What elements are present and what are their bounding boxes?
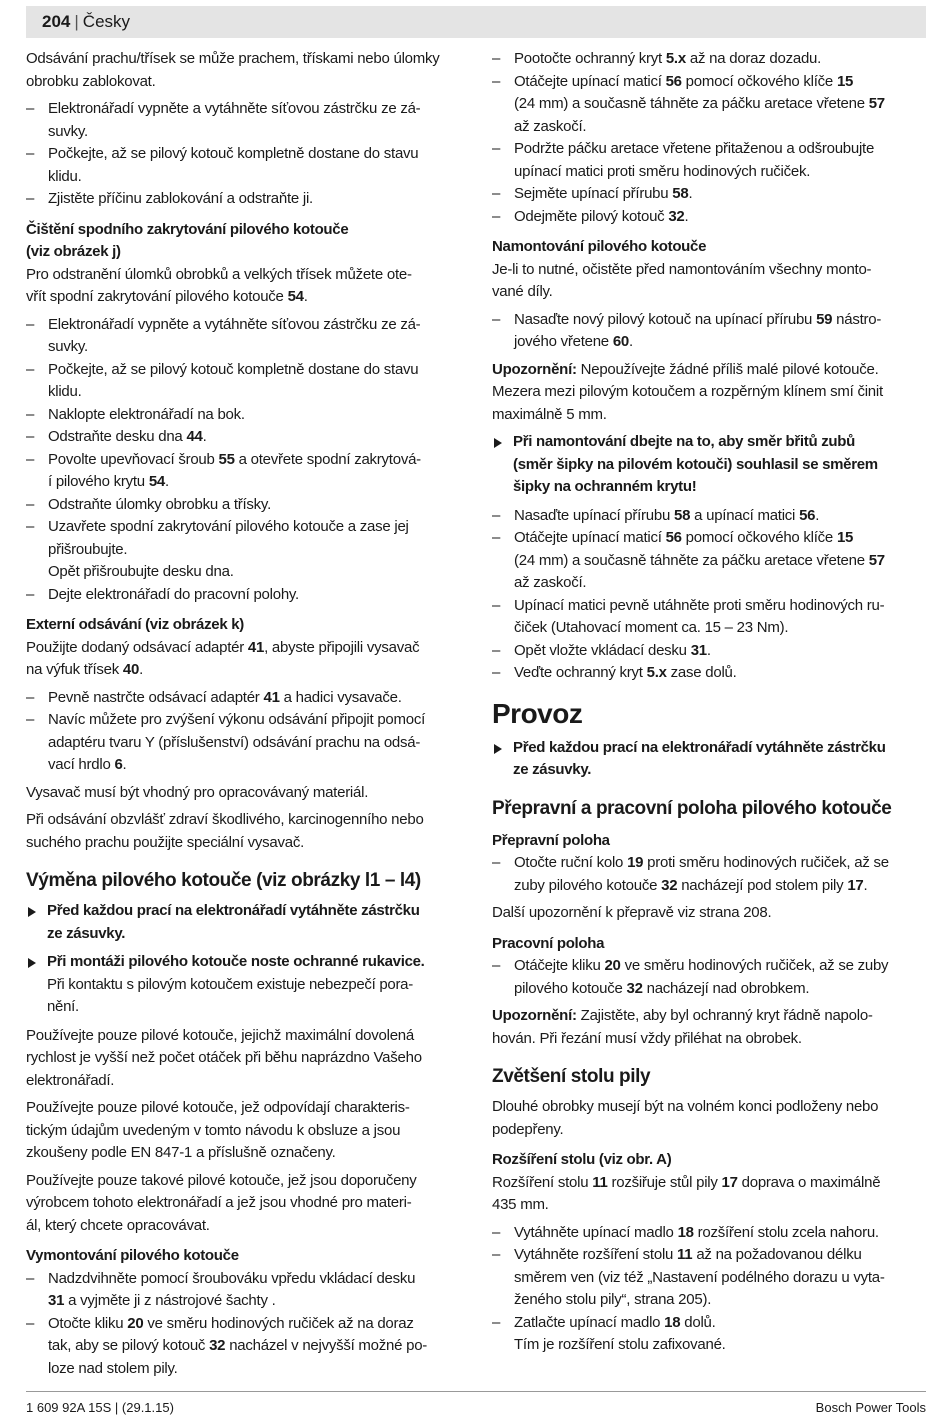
- list-item: – Otáčejte upínací maticí 56 pomocí očkového klíče 15 (24 mm) a současně táhněte za páčku aretace vřetene 57 až zaskočí.: [492, 71, 928, 139]
- list-item: – Otočte kliku 20 ve směru hodinových ručiček až na doraz tak, aby se pilový kotouč 32 nacházel v nejvyšší možné po- loze nad stolem pily.: [26, 1313, 462, 1381]
- bullet-list: [26, 1268, 462, 1381]
- language-label: Česky: [82, 12, 131, 31]
- arrow-right-icon: [28, 958, 36, 968]
- section-heading: Čištění spodního zakrytování pilového kotouče (viz obrázek j): [26, 220, 349, 260]
- section-heading: Externí odsávání (viz obrázek k): [26, 616, 244, 633]
- header-separator: |: [74, 12, 79, 31]
- document-id: 1 609 92A 15S | (29.1.15): [26, 1400, 174, 1415]
- left-column: [26, 48, 462, 1385]
- paragraph: Je-li to nutné, očistěte před namontováním všechny monto- vané díly.: [492, 260, 872, 300]
- list-item: – Povolte upevňovací šroub 55 a otevřete spodní zakrytová- í pilového krytu 54.: [26, 449, 462, 494]
- list-item: – Zatlačte upínací madlo 18 dolů. Tím je rozšíření stolu zafixované.: [492, 1312, 928, 1357]
- list-item: – Vytáhněte upínací madlo 18 rozšíření stolu zcela nahoru.: [492, 1222, 928, 1245]
- warning-note: Při montáži pilového kotouče noste ochranné rukavice. Při kontaktu s pilovým kotoučem existuje nebezpečí pora- nění.: [26, 951, 462, 1019]
- arrow-right-icon: [494, 438, 502, 448]
- list-item: – Odstraňte úlomky obrobku a třísky.: [26, 494, 462, 517]
- list-item: – Nasaďte nový pilový kotouč na upínací přírubu 59 nástro- jového vřetene 60.: [492, 309, 928, 354]
- list-item: – Pevně nastrčte odsávací adaptér 41 a hadici vysavače.: [26, 687, 462, 710]
- paragraph: Další upozornění k přepravě viz strana 208.: [492, 904, 772, 921]
- list-item: – Pootočte ochranný kryt 5.x až na doraz dozadu.: [492, 48, 928, 71]
- list-item: – Odstraňte desku dna 44.: [26, 426, 462, 449]
- paragraph: Odsávání prachu/třísek se může prachem, třískami nebo úlomky obrobku zablokovat.: [26, 50, 440, 90]
- list-item: – Počkejte, až se pilový kotouč kompletně dostane do stavu klidu.: [26, 143, 462, 188]
- warning-note: Před každou prací na elektronářadí vytáhněte zástrčku ze zásuvky.: [26, 900, 462, 945]
- page-number: 204: [42, 12, 71, 31]
- paragraph: Použijte dodaný odsávací adaptér 41, abyste připojili vysavač na výfuk třísek 40.: [26, 638, 420, 678]
- section-title: Zvětšení stolu pily: [492, 1066, 651, 1087]
- page-footer: [26, 1391, 926, 1416]
- page-header: [26, 6, 926, 38]
- arrow-right-icon: [494, 744, 502, 754]
- section-title: Přepravní a pracovní poloha pilového kotouče: [492, 797, 892, 819]
- list-item: – Otáčejte kliku 20 ve směru hodinových ručiček, až se zuby pilového kotouče 32 nacházejí nad obrobkem.: [492, 955, 928, 1000]
- chapter-title: Provoz: [492, 697, 583, 729]
- section-heading: Pracovní poloha: [492, 934, 605, 952]
- bullet-list: [492, 852, 928, 897]
- section-heading: Přepravní poloha: [492, 831, 610, 849]
- paragraph: Pro odstranění úlomků obrobků a velkých třísek můžete ote- vřít spodní zakrytování pilového kotouče 54.: [26, 265, 412, 305]
- section-heading: Vymontování pilového kotouče: [26, 1247, 239, 1264]
- list-item: – Veďte ochranný kryt 5.x zase dolů.: [492, 662, 928, 685]
- paragraph: Rozšíření stolu 11 rozšiřuje stůl pily 17 doprava o maximálně 435 mm.: [492, 1173, 881, 1213]
- bullet-list: [492, 309, 928, 354]
- brand-label: Bosch Power Tools: [815, 1400, 926, 1415]
- paragraph: Vysavač musí být vhodný pro opracovávaný materiál.: [26, 783, 369, 801]
- bullet-list: [26, 314, 462, 607]
- list-item: – Opět vložte vkládací desku 31.: [492, 640, 928, 663]
- bullet-list: [26, 98, 462, 211]
- list-item: – Vytáhněte rozšíření stolu 11 až na požadovanou délku směrem ven (viz též „Nastavení podélného dorazu u vyta- ženého stolu pily“, strana 205).: [492, 1244, 928, 1312]
- warning-note: Před každou prací na elektronářadí vytáhněte zástrčku ze zásuvky.: [492, 737, 928, 782]
- note-paragraph: Upozornění: Zajistěte, aby byl ochranný kryt řádně napolo- hován. Při řezání musí vždy přiléhat na obrobek.: [492, 1007, 873, 1047]
- list-item: – Nadzdvihněte pomocí šroubováku vpředu vkládací desku 31 a vyjměte ji z nástrojové šachty .: [26, 1268, 462, 1313]
- warning-note: Při namontování dbejte na to, aby směr břitů zubů (směr šipky na pilovém kotouči) souhlasil se směrem šipky na ochranném krytu!: [492, 431, 928, 499]
- list-item: – Uzavřete spodní zakrytování pilového kotouče a zase jej přišroubujte. Opět přišroubujte desku dna.: [26, 516, 462, 584]
- bullet-list: [492, 505, 928, 685]
- list-item: – Upínací matici pevně utáhněte proti směru hodinových ru- čiček (Utahovací moment ca. 15 – 23 Nm).: [492, 595, 928, 640]
- list-item: – Otáčejte upínací maticí 56 pomocí očkového klíče 15 (24 mm) a současně táhněte za páčku aretace vřetene 57 až zaskočí.: [492, 527, 928, 595]
- section-heading: Rozšíření stolu (viz obr. A): [492, 1151, 672, 1168]
- list-item: – Navíc můžete pro zvýšení výkonu odsávání připojit pomocí adaptéru tvaru Y (příslušenství) odsávání prachu na odsá- vací hrdlo 6.: [26, 709, 462, 777]
- bullet-list: [492, 955, 928, 1000]
- arrow-right-icon: [28, 907, 36, 917]
- list-item: – Elektronářadí vypněte a vytáhněte síťovou zástrčku ze zá- suvky.: [26, 98, 462, 143]
- paragraph: Při odsávání obzvlášť zdraví škodlivého, karcinogenního nebo suchého prachu použijte speciální vysavač.: [26, 811, 424, 851]
- right-column: [492, 48, 928, 1362]
- note-paragraph: Upozornění: Nepoužívejte žádné příliš malé pilové kotouče. Mezera mezi pilovým kotoučem a rozpěrným klínem smí činit maximálně 5 mm.: [492, 360, 883, 423]
- list-item: – Odejměte pilový kotouč 32.: [492, 206, 928, 229]
- list-item: – Otočte ruční kolo 19 proti směru hodinových ručiček, až se zuby pilového kotouče 32 nacházejí pod stolem pily 17.: [492, 852, 928, 897]
- list-item: – Naklopte elektronářadí na bok.: [26, 404, 462, 427]
- list-item: – Nasaďte upínací přírubu 58 a upínací matici 56.: [492, 505, 928, 528]
- paragraph: Používejte pouze pilové kotouče, jejichž maximální dovolená rychlost je vyšší než počet otáček při běhu naprázdno Vašeho elektronářadí.: [26, 1026, 422, 1089]
- bullet-list: [492, 1222, 928, 1357]
- section-heading: Namontování pilového kotouče: [492, 238, 707, 255]
- list-item: – Počkejte, až se pilový kotouč kompletně dostane do stavu klidu.: [26, 359, 462, 404]
- list-item: – Elektronářadí vypněte a vytáhněte síťovou zástrčku ze zá- suvky.: [26, 314, 462, 359]
- section-title: Výměna pilového kotouče (viz obrázky l1 – l4): [26, 870, 421, 891]
- list-item: – Podržte páčku aretace vřetene přitaženou a odšroubujte upínací matici proti směru hodinových ručiček.: [492, 138, 928, 183]
- paragraph: Dlouhé obrobky musejí být na volném konci podloženy nebo podepřeny.: [492, 1098, 879, 1138]
- list-item: – Sejměte upínací přírubu 58.: [492, 183, 928, 206]
- bullet-list: [26, 687, 462, 777]
- list-item: – Zjistěte příčinu zablokování a odstraňte ji.: [26, 188, 462, 211]
- bullet-list: [492, 48, 928, 228]
- list-item: – Dejte elektronářadí do pracovní polohy.: [26, 584, 462, 607]
- paragraph: Používejte pouze takové pilové kotouče, jež jsou doporučeny výrobcem tohoto elektronářadí a jež jsou vhodné pro materi- ál, který chcete opracovávat.: [26, 1171, 417, 1234]
- paragraph: Používejte pouze pilové kotouče, jež odpovídají charakteris- tickým údajům uvedeným v tomto návodu k obsluze a jsou zkoušeny podle EN 847-1 a příslušně označeny.: [26, 1099, 410, 1161]
